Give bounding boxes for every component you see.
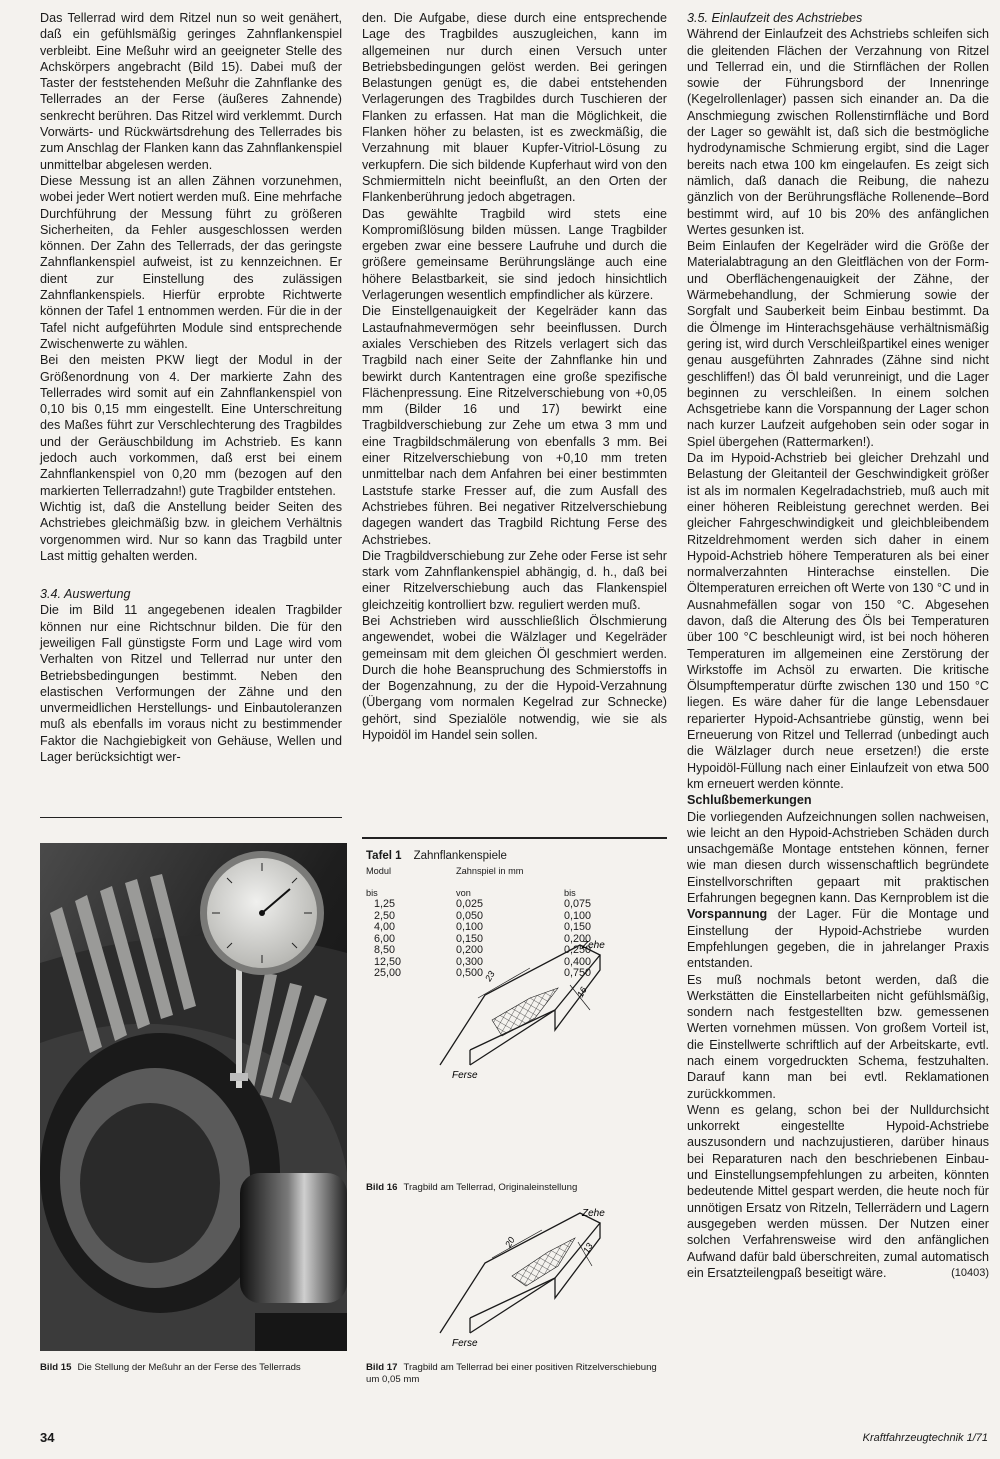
photo-dial-gauge	[40, 843, 347, 1351]
column-header-modul: Modul	[366, 866, 392, 876]
table-cell: 0,025	[456, 898, 484, 910]
paragraph: Während der Einlaufzeit des Achstriebs schleifen sich die gleitenden Flächen der Verzahnung von Ritzel und Tellerrad ein, und die Stirnflächen der Rollen sowie der Führungsbord der Innenringe (Kegelrollenlager) passen sich einander an. Da die Anschmiegung zwischen Rollenstirnfläche und Bord der Lager so gewählt ist, daß sich die bestmögliche hydrodynamische Schmierung ergibt, sind die Lager bereits nach etwa 100 km eingelaufen. Es zeigt sich nämlich, daß danach die Reibung, die nahezu gänzlich von der Berührungsfläche Rollenende–Bord bestimmt wird, auf 10 bis 20% des anfänglichen Wertes gesunken ist.	[687, 27, 989, 237]
section-heading-3-4: 3.4. Auswertung	[40, 587, 131, 602]
subheader-von: von	[456, 887, 471, 898]
paragraph: Das gewählte Tragbild wird stets eine Kompromißlösung bilden müssen. Lange Tragbilder ergeben zwar eine bessere Laufruhe und durch die größere gemeinsame Berührungslänge auch eine höhere Belastbarkeit, sie sind jedoch hinsichtlich Verlagerungen wesentlich empfindlicher als kürzere.	[362, 206, 667, 303]
article-reference: (10403)	[951, 1266, 989, 1279]
journal-name: Kraftfahrzeugtechnik 1/71	[862, 1432, 988, 1444]
paragraph	[687, 1102, 989, 1281]
label-zehe: Zehe	[582, 1208, 605, 1219]
table-cell: 0,050	[456, 909, 484, 922]
table-title: Zahnflankenspiele	[413, 850, 507, 862]
table-cell: 0,500	[456, 967, 484, 979]
section-heading-3-5: 3.5. Einlaufzeit des Achstriebes	[687, 11, 863, 25]
table-cell: 25,00	[374, 967, 402, 979]
paragraph-text: Die vorliegenden Aufzeichnungen sollen nachweisen, wie leicht an den Hypoid-Achstrieben Schäden durch unsachgemäße Montage entstehen können, ferner wie man diesen durch wissenschaftlich begründete Einstellvorschriften gepaart mit praktischen Erfahrungen begegnen kann. Das Kernproblem ist die	[687, 809, 989, 906]
paragraph: Diese Messung ist an allen Zähnen vorzunehmen, wobei jeder Wert notiert werden muß. Eine mehrfache Durchführung der Messung führt zu größeren Sicherheiten, da Fehler ausgeschlossen werden können. Der Zahn des Tellerrads, der das geringste Zahnflankenspiel aufweist, ist zu kennzeichnen. Er dient zur Einstellung des zulässigen Zahnflankenspiels. Hierfür erprobte Richtwerte können der Tafel 1 entnommen werden. Für die in der Tafel nicht aufgeführten Module sind entsprechende Zwischenwerte zu wählen.	[40, 173, 342, 351]
figure-17-caption	[366, 1362, 666, 1386]
column-rule	[40, 817, 342, 818]
table-cell: 1,25	[374, 898, 396, 910]
table-cell: 0,200	[564, 932, 592, 945]
table-cell: 4,00	[374, 921, 396, 933]
text-column-2	[362, 10, 667, 743]
table-cell: 6,00	[374, 932, 396, 945]
figure-17-tooth-contact-diagram	[430, 1208, 620, 1348]
table-cell: 8,50	[374, 944, 396, 956]
figure-16-tooth-contact-diagram	[430, 940, 620, 1080]
paragraph: Die Einstellgenauigkeit der Kegelräder kann das Lastaufnahmevermögen sehr beeinflussen. Durch axiales Verschieben des Ritzels verlagert sich das Tragbild nach einer Seite der Zahnflanke hin und bewirkt durch Kantentragen eine große spezifische Flächenpressung. Eine Ritzelverschiebung von +0,05 mm (Bilder 16 und 17) bewirkt eine Tragbildverschiebung zur Zehe um etwa 3 mm und eine Tragbildschmälerung von ebenfalls 3 mm. Bei einer Ritzelverschiebung von +0,10 mm treten unmittelbar nach dem Anfahren bei einer bestimmten Laststufe starke Fresser auf, die zum Ausfall des Achstriebes führen. Bei negativer Ritzelverschiebung dagegen wandert das Tragbild Richtung Ferse des Achstriebes.	[362, 304, 667, 547]
table-cell: 0,100	[564, 909, 592, 922]
caption-text: Tragbild am Tellerrad, Originaleinstellung	[403, 1182, 578, 1193]
dimension-label: 20	[503, 1235, 517, 1249]
column-rule	[362, 837, 667, 839]
table-cell: 12,50	[374, 955, 402, 968]
table-label: Tafel 1	[366, 850, 402, 862]
table-cell: 0,750	[564, 967, 592, 979]
paragraph: Es muß nochmals betont werden, daß die Werkstätten die Einstellarbeiten nicht gefühlsmäßig, sondern nach festgestellten bzw. gemessenen Werten vornehmen müssen. Von großem Vorteil ist, die Einstellwerte schriftlich auf der Arbeitskarte, evtl. nach einem vorgedruckten Schema, festzuhalten. Darauf kann man bei evtl. Reklamationen zurückkommen.	[687, 972, 989, 1101]
gear-photo-illustration	[40, 843, 347, 1351]
subheader-bis: bis	[564, 887, 576, 898]
label-ferse: Ferse	[452, 1070, 478, 1080]
emphasis-text: Vorspannung	[687, 907, 768, 922]
contact-pattern	[512, 1238, 575, 1286]
dimension-label: 13	[581, 1241, 595, 1255]
column-header-zahnspiel: Zahnspiel in mm	[456, 866, 524, 876]
caption-label: Bild 16	[366, 1182, 398, 1193]
table-cell: 0,400	[564, 955, 592, 968]
paragraph-text: der Lager. Für die Montage und Einstellung der Hypoid-Achstriebe wurden Empfehlungen gegeben, die in jahrelanger Praxis entstanden.	[687, 907, 989, 971]
figure-16-caption	[366, 1182, 666, 1194]
figure-15-caption	[40, 1362, 360, 1374]
paragraph: Das Tellerrad wird dem Ritzel nun so weit genähert, daß ein gefühlsmäßig geringes Zahnflankenspiel verbleibt. Eine Meßuhr wird an geeigneter Stelle des Achskörpers angebracht (Bild 15). Dabei muß der Taster der feststehenden Meßuhr die Zahnflanke des Tellerrades an der Ferse (äußeres Zahnende) senkrecht berühren. Das Ritzel wird verklemmt. Durch Vorwärts- und Rückwärtsdrehung des Tellerrades bis zum Anschlag der Flanken kann das Zahnflankenspiel unmittelbar abgelesen werden.	[40, 11, 342, 172]
table-cell: 2,50	[374, 909, 396, 922]
table-cell: 0,250	[564, 944, 592, 956]
paragraph: Die im Bild 11 angegebenen idealen Tragbilder können nur eine Richtschnur bilden. Die für den jeweiligen Fall günstigste Form und Lage wird vom Verhalten von Ritzel und Tellerrad nur unter den Betriebsbedingungen bestimmt. Neben den elastischen Verformungen der Zähne und den unvermeidlichen Herstellungs- und Einbautoleranzen muß als ebenfalls im voraus nicht zu bestimmender Faktor die Nachgiebigkeit von Gehäuse, Wellen und Lager berücksichtigt wer-	[40, 603, 342, 765]
paragraph-text: Wenn es gelang, schon bei der Nulldurchsicht unkorrekt eingestellte Hypoid-Achstriebe auszusondern und nachzujustieren, darüber hinaus bei Reparaturen nach den beschriebenen Einbau- und Einstellungsempfehlungen zu arbeiten, könnten bedeutende Mittel gespart werden, die heute noch für unnötigen Ersatz von Ritzeln, Tellerrädern und Lagern ausgegeben werden müssen. Der Nutzen einer solchen Verfahrensweise wird den anfänglichen Aufwand dafür bald überschreiten, zumal automatisch ein Ersatzteilengpaß beseitigt wäre.	[687, 1102, 989, 1280]
dimension-label: 23	[483, 969, 497, 983]
table-row	[366, 899, 666, 911]
table-cell: 0,200	[456, 944, 484, 956]
table-cell: 0,150	[456, 932, 484, 945]
subheader-bis: bis	[366, 887, 378, 898]
table-cell: 0,300	[456, 955, 484, 968]
paragraph: Die Tragbildverschiebung zur Zehe oder Ferse ist sehr stark vom Zahnflankenspiel abhängig, d. h., daß bei einer Ritzelverschiebung auch das Flankenspiel gleichzeitig kontrolliert bzw. reguliert werden muß.	[362, 548, 667, 612]
table-cell: 0,075	[564, 898, 592, 910]
caption-text: Tragbild am Tellerrad bei einer positiven Ritzelverschiebung um 0,05 mm	[366, 1362, 657, 1385]
label-ferse: Ferse	[452, 1338, 478, 1348]
paragraph: Beim Einlaufen der Kegelräder wird die Größe der Materialabtragung an den Gleitflächen von der Form- und Oberflächengenauigkeit der Zähne, der Wärmebehandlung, der Schmierung sowie der Sorgfalt und Sauberkeit beim Einbau bestimmt. Da die Ölmenge im Hinterachsgehäuse verhältnismäßig gering ist, wird durch Verschleißpartikel eines weniger genau ausgeführten Zahnrades (Zähne sind nicht geschliffen!) das Öl bald verunreinigt, und die Lager beginnen zu verschleißen. In einem solchen Achsgetriebe kann die Vorspannung der Lager schon nach kurzer Laufzeit aufgehoben sein oder sogar in Spiel übergehen (Rattermarken!).	[687, 239, 989, 449]
paragraph: Bei den meisten PKW liegt der Modul in der Größenordnung von 4. Der markierte Zahn des Tellerrades wird somit auf ein Zahnflankenspiel von 0,10 bis 0,15 mm eingestellt. Eine Unterschreitung des Maßes führt zur Verschlechterung des Tragbildes und der Geräuschbildung im Achstrieb. Es kann jedoch auch vorkommen, daß erst bei einem Zahnflankenspiel von 0,20 mm (bezogen auf den markierten Tellerradzahn!) gute Tragbilder entstehen.	[40, 353, 342, 498]
paragraph: den. Die Aufgabe, diese durch eine entsprechende Lage des Tragbildes auszugleichen, kann im allgemeinen nur durch einen Versuch unter Betriebsbedingungen gelöst werden. Bei geringen Belastungen genügt es, die dabei entstehenden Verlagerungen des Tragbildes durch Tuschieren der Flanken zu erfassen. Hat man die Möglichkeit, die Flanken höher zu belasten, ist es zweckmäßig, die Verzahnung mit blauer Kupfer-Vitriol-Lösung zu verkupfern. Die sich bildende Kupferhaut wird von den Schmiermitteln nicht beeinflußt, an den Orten der Flankenberührung jedoch abgetragen.	[362, 11, 667, 205]
caption-label: Bild 15	[40, 1362, 72, 1373]
dimension-label: 16	[575, 985, 589, 999]
table-row	[366, 922, 666, 934]
text-column-3	[687, 10, 989, 1281]
table-cell: 0,150	[564, 921, 592, 933]
paragraph: Wichtig ist, daß die Anstellung beider Seiten des Achstriebes gleichmäßig bzw. in gleichem Verhältnis vorgenommen wird. Nur so kann das Tragbild unter Last mittig gehalten werden.	[40, 499, 342, 563]
paragraph	[687, 809, 989, 972]
table-row	[366, 911, 666, 923]
label-zehe: Zehe	[582, 940, 605, 951]
text-column-1	[40, 10, 342, 765]
paragraph: Bei Achstrieben wird ausschließlich Ölschmierung angewendet, wobei die Wälzlager und Kegelräder gemeinsam mit dem gleichen Öl geschmiert werden. Durch die hohe Beanspruchung des Schmierstoffs in der Bogenzahnung, zu der die Hypoid-Verzahnung (Übergang vom normalen Kegelrad zur Schnecke) gehört, sind Spezialöle notwendig, wie sie als Hypoidöl im Handel sein sollen.	[362, 613, 667, 743]
paragraph: Da im Hypoid-Achstrieb bei gleicher Drehzahl und Belastung der Gleitanteil der Geschwindigkeit größer ist als im normalen Kegelradachstrieb, muß auch mit einer höheren Reibleistung gerechnet werden. Bei gleicher Fahrgeschwindigkeit und gleichbleibendem Ritzeldrehmoment werden sich daher in einem Hypoid-Achstrieb höhere Temperaturen als bei einer normalverzahnten Hinterachse einstellen. Die Öltemperaturen erreichen oft Werte von 130 °C und in Ausnahmefällen sogar von 150 °C. Abgesehen davon, daß die Alterung des Öls bei Temperaturen über 100 °C beschleunigt wird, ist bei noch höheren Temperaturen im allgemeinen eine Zerstörung der Wirkstoffe im Achsöl zu erwarten. Die kritische Ölsumpftemperatur dürfte zwischen 130 und 150 °C liegen. Es wäre daher für die lange Lebensdauer reparierter Hypoid-Achsantriebe günstig, wenn bei Erneuerung von Ritzel und Tellerrad (unbedingt auch die Wälzlager durch neue ersetzen!) die erste Hypoidöl-Füllung nach einer Einlaufzeit von etwa 500 km erneuert werden könnte.	[687, 451, 989, 791]
caption-text: Die Stellung der Meßuhr an der Ferse des Tellerrads	[77, 1362, 301, 1373]
section-heading-conclusion: Schlußbemerkungen	[687, 793, 812, 808]
page-number: 34	[40, 1430, 55, 1445]
table-cell: 0,100	[456, 921, 484, 933]
caption-label: Bild 17	[366, 1362, 398, 1373]
